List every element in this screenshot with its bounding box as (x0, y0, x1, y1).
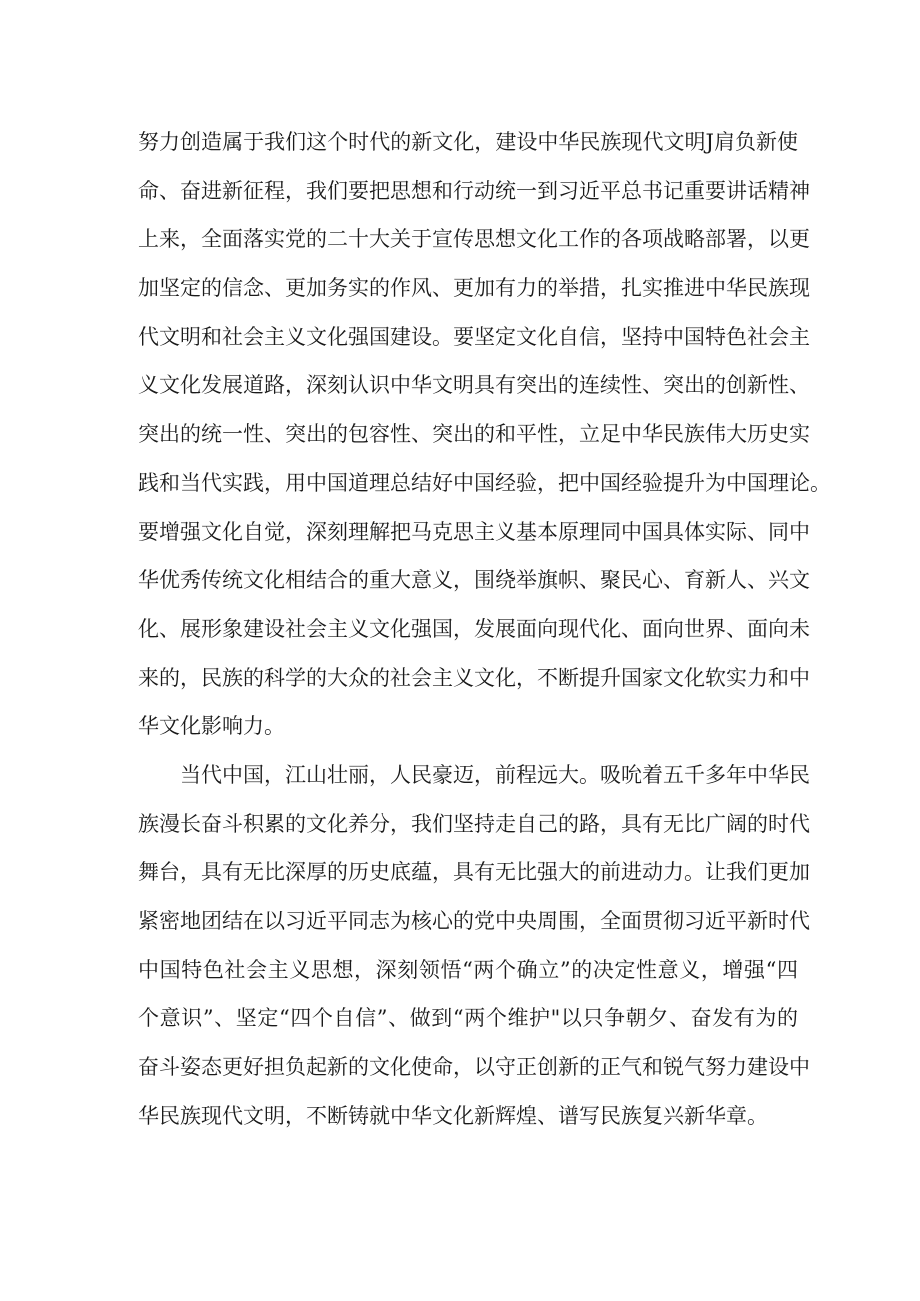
paragraph-line: 义文化发展道路，深刻认识中华文明具有突出的连续性、突出的创新性、 (138, 373, 810, 398)
paragraph-line: 中国特色社会主义思想，深刻领悟“两个确立”的决定性意义，增强“四 (138, 957, 798, 982)
paragraph-line: 加坚定的信念、更加务实的作风、更加有力的举措，扎实推进中华民族现 (138, 276, 810, 301)
paragraph-line: 族漫长奋斗积累的文化养分，我们坚持走自己的路，具有无比广阔的时代 (138, 811, 810, 836)
paragraph-line: 紧密地团结在以习近平同志为核心的党中央周围，全面贯彻习近平新时代 (138, 909, 810, 933)
paragraph-line: 努力创造属于我们这个时代的新文化，建设中华民族现代文明J肩负新使 (138, 130, 798, 154)
paragraph-line: 奋斗姿态更好担负起新的文化使命，以守正创新的正气和锐气努力建设中 (138, 1055, 810, 1080)
document-body (138, 118, 831, 1140)
paragraph-line: 上来，全面落实党的二十大关于宣传思想文化工作的各项战略部署，以更 (138, 227, 810, 252)
paragraph-line: 当代中国，江山壮丽，人民豪迈，前程远大。吸吮着五千多年中华民 (180, 762, 810, 787)
paragraph-line: 个意识”、坚定“四个自信”、做到“两个维护"以只争朝夕、奋发有为的 (138, 1006, 798, 1031)
paragraph-line: 华文化影响力。 (138, 714, 285, 739)
paragraph-line: 舞台，具有无比深厚的历史底蕴，具有无比强大的前进动力。让我们更加 (138, 860, 810, 885)
paragraph-2 (138, 751, 810, 1141)
paragraph-line: 华民族现代文明，不断铸就中华文化新辉煌、谱写民族复兴新华章。 (138, 1103, 768, 1128)
paragraph-line: 代文明和社会主义文化强国建设。要坚定文化自信，坚持中国特色社会主 (138, 324, 810, 349)
paragraph-line: 化、展形象建设社会主义文化强国，发展面向现代化、面向世界、面向未 (138, 616, 810, 641)
paragraph-line: 华优秀传统文化相结合的重大意义，围绕举旗帜、聚民心、育新人、兴文 (138, 568, 810, 593)
paragraph-line: 命、奋进新征程，我们要把思想和行动统一到习近平总书记重要讲话精神 (138, 178, 810, 203)
paragraph-1 (138, 118, 831, 751)
paragraph-line: 来的，民族的科学的大众的社会主义文化，不断提升国家文化软实力和中 (138, 665, 810, 690)
paragraph-line: 突出的统一性、突出的包容性、突出的和平性，立足中华民族伟大历史实 (138, 422, 810, 447)
paragraph-line: 践和当代实践，用中国道理总结好中国经验，把中国经验提升为中国理论。 (138, 470, 831, 495)
paragraph-line: 要增强文化自觉，深刻理解把马克思主义基本原理同中国具体实际、同中 (138, 519, 810, 544)
